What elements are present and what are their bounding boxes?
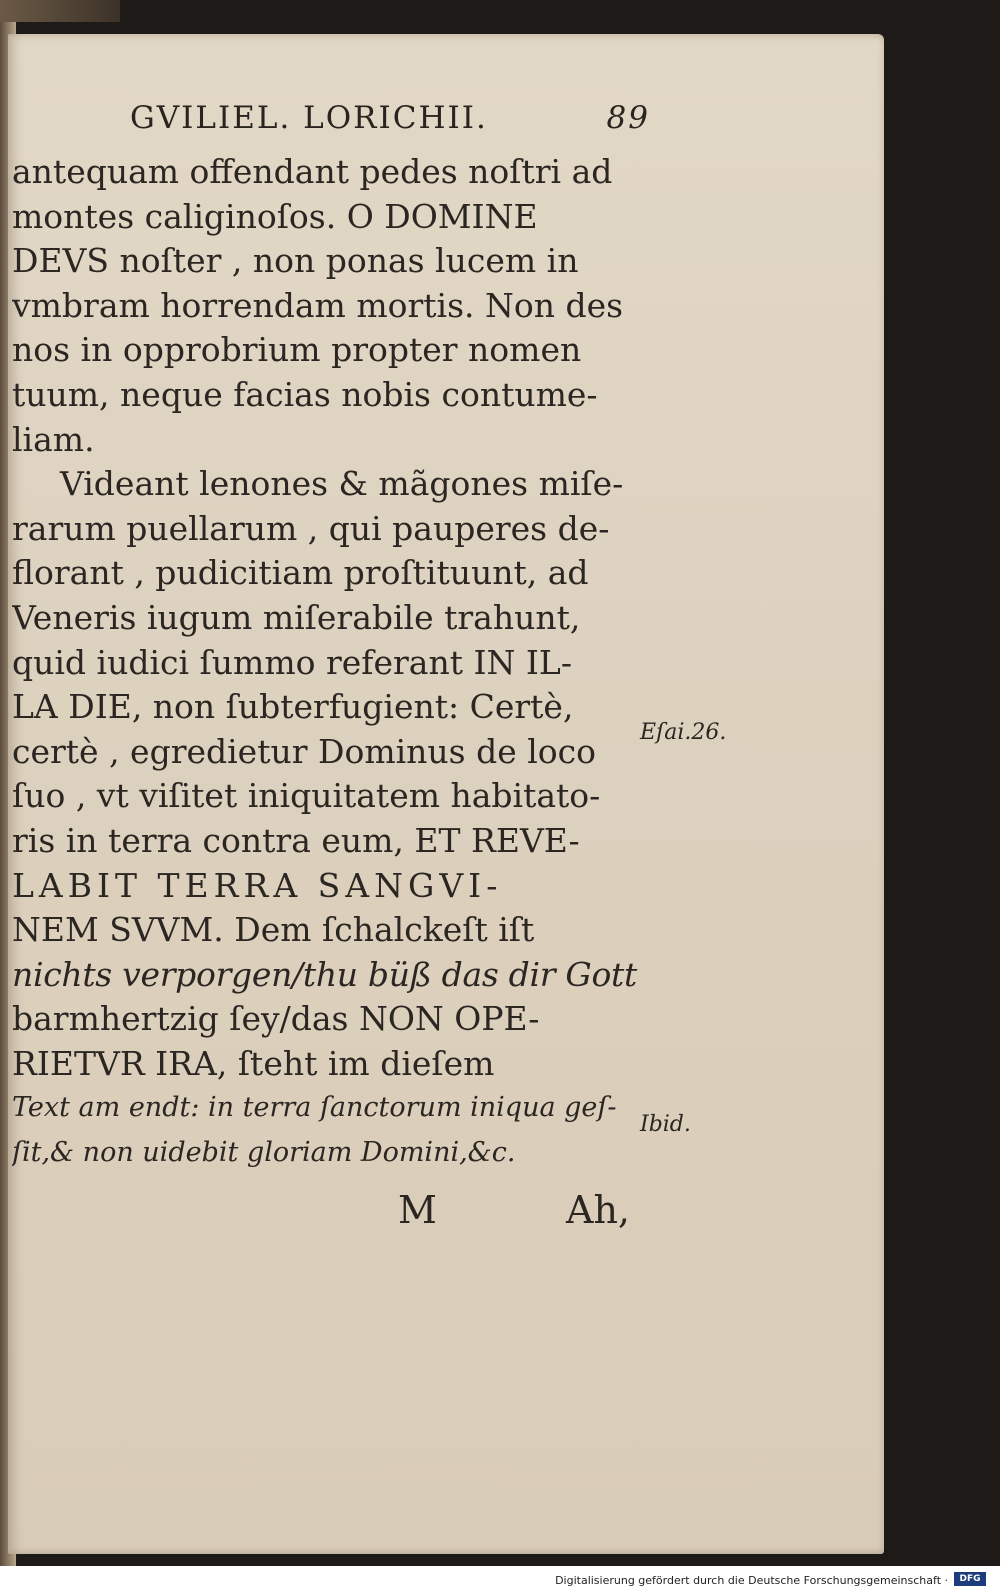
margin-note: Eſai.26.: [640, 720, 727, 745]
text-line: quid iudici ſummo referant IN IL-: [12, 642, 572, 682]
text-line: Text am endt: in terra ſanctorum iniqua geſ-: [12, 1092, 617, 1124]
signature-mark: M: [398, 1188, 437, 1232]
catchword: Ah,: [566, 1188, 630, 1232]
text-line: LA DIE, non ſubterfugient: Certè,: [12, 687, 574, 727]
text-line: LABIT TERRA SANGVI-: [12, 865, 503, 905]
text-line: Videant lenones & mãgones miſe-: [60, 464, 624, 504]
dfg-logo: DFG: [954, 1572, 986, 1586]
text-line: vmbram horrendam mortis. Non des: [12, 285, 624, 325]
text-line: antequam offendant pedes noſtri ad: [12, 152, 613, 191]
text-line: NEM SVVM. Dem ſchalckeſt iſt: [12, 910, 535, 950]
running-head: GVILIEL. LORICHII.: [130, 100, 488, 136]
text-line: DEVS noſter , non ponas lucem in: [12, 241, 579, 281]
text-line: RIETVR IRA, ſteht im dieſem: [12, 1043, 495, 1083]
text-line: nichts verporgen/thu büß das dir Gott: [12, 954, 637, 994]
footer-bar: [0, 1566, 1000, 1594]
body-text: [12, 150, 652, 1176]
page-header: [130, 100, 650, 144]
margin-note: Ibid.: [640, 1112, 691, 1137]
text-line: rarum puellarum , qui pauperes de-: [12, 508, 610, 548]
text-line: Veneris iugum miſerabile trahunt,: [12, 597, 581, 637]
text-line: florant , pudicitiam proſtituunt, ad: [12, 553, 589, 593]
funding-credit: Digitalisierung gefördert durch die Deutsche Forschungsgemeinschaft ·: [555, 1574, 948, 1587]
text-line: barmhertzig ſey/das NON OPE-: [12, 999, 540, 1039]
text-line: montes caliginoſos. O DOMINE: [12, 196, 538, 236]
text-line: liam.: [12, 419, 95, 459]
text-line: ſit,& non uidebit gloriam Domini,&c.: [12, 1137, 516, 1169]
page-number: 89: [606, 100, 650, 136]
binding-strip: [0, 0, 120, 22]
text-line: tuum, neque facias nobis contume-: [12, 374, 598, 414]
text-line: certè , egredietur Dominus de loco: [12, 731, 597, 771]
text-line: ſuo , vt viſitet iniquitatem habitato-: [12, 776, 601, 816]
text-line: ris in terra contra eum, ET REVE-: [12, 820, 580, 860]
text-line: nos in opprobrium propter nomen: [12, 330, 582, 370]
